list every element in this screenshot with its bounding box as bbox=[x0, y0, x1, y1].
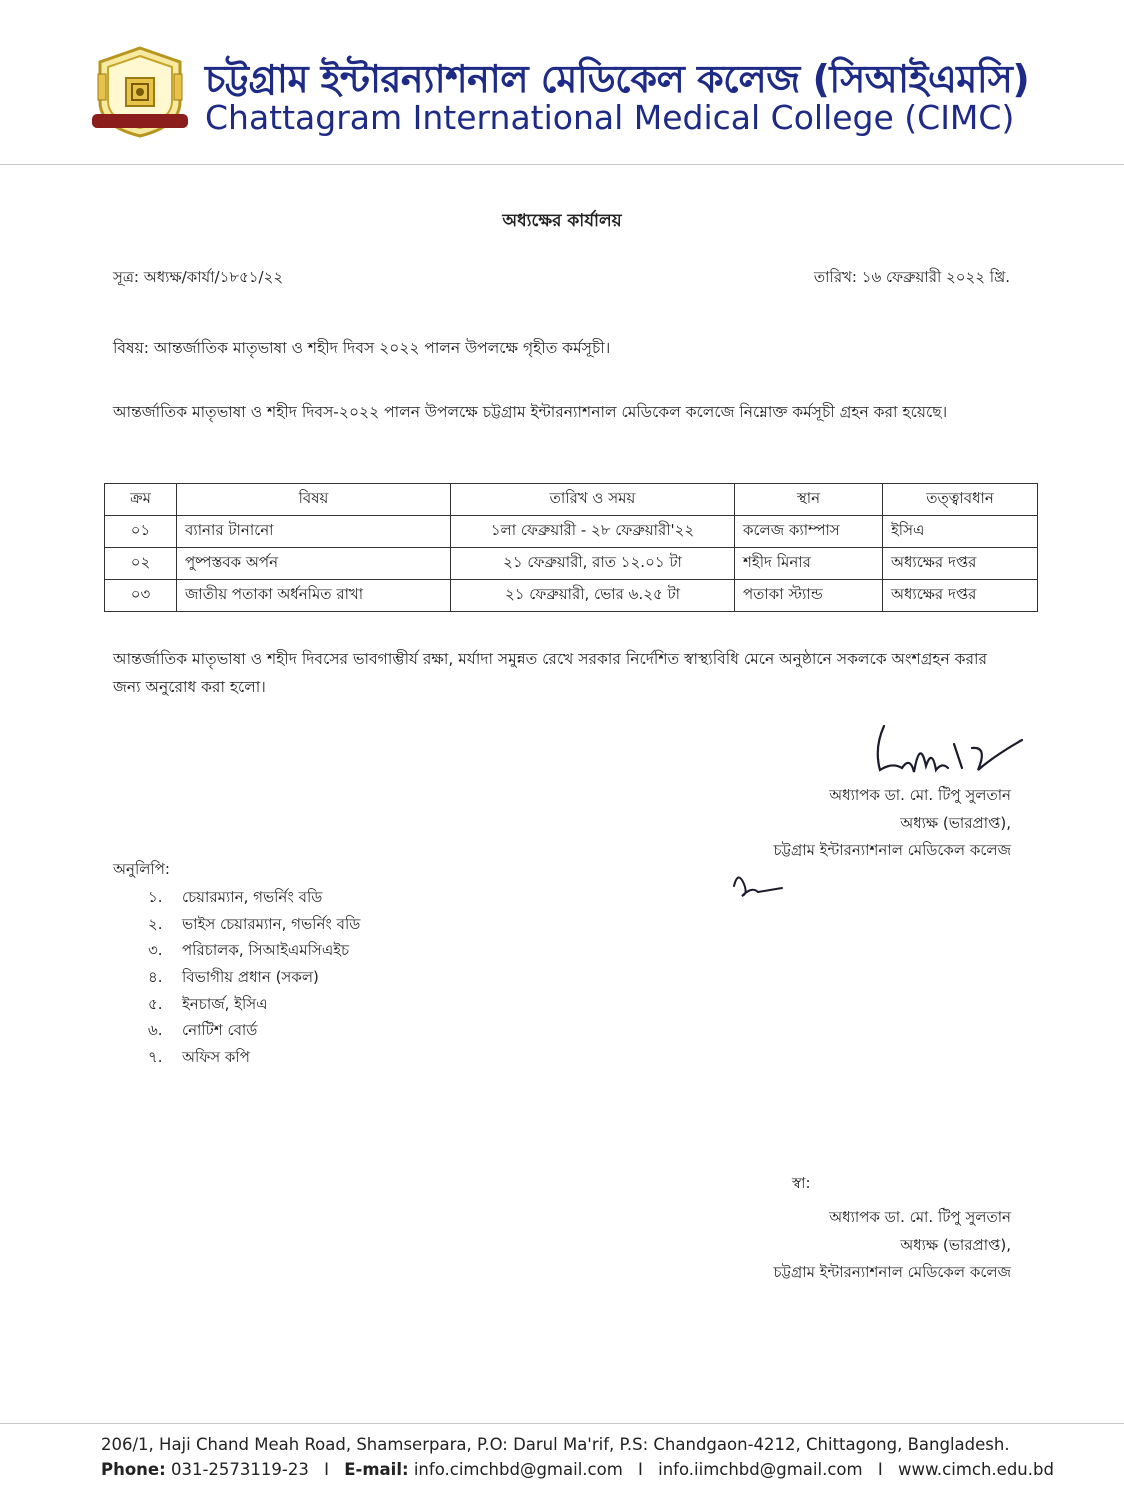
list-item bbox=[148, 913, 360, 940]
college-crest-icon bbox=[88, 44, 192, 140]
signatory-name: অধ্যাপক ডা. মো. টিপু সুলতান bbox=[829, 786, 1011, 804]
phone-number: 031-2573119-23 bbox=[170, 1460, 309, 1479]
sd-name: অধ্যাপক ডা. মো. টিপু সুলতান bbox=[829, 1208, 1011, 1226]
table-row bbox=[105, 548, 1038, 580]
cell-venue: শহীদ মিনার bbox=[735, 548, 883, 580]
footer-divider bbox=[0, 1423, 1124, 1424]
list-item bbox=[148, 886, 360, 913]
table-row bbox=[105, 580, 1038, 612]
phone-label: Phone: bbox=[101, 1460, 166, 1479]
cc-item-text: পরিচালক, সিআইএমসিএইচ bbox=[182, 941, 350, 960]
col-topic: বিষয় bbox=[177, 484, 451, 516]
cc-item-number: ৬. bbox=[148, 1021, 163, 1040]
cc-item-text: নোটিশ বোর্ড bbox=[182, 1021, 258, 1040]
separator: I bbox=[324, 1460, 329, 1479]
cell-date-time: ১লা ফেব্রুয়ারী - ২৮ ফেব্রুয়ারী'২২ bbox=[451, 516, 735, 548]
memo-date: তারিখ: ১৬ ফেব্রুয়ারী ২০২২ খ্রি. bbox=[813, 268, 1010, 286]
cc-item-number: ১. bbox=[148, 888, 163, 906]
list-item bbox=[148, 1046, 360, 1073]
website-link[interactable]: www.cimch.edu.bd bbox=[897, 1460, 1054, 1479]
cc-item-text: ভাইস চেয়ারম্যান, গভর্নিং বডি bbox=[182, 914, 361, 933]
cell-serial: ০৩ bbox=[105, 580, 177, 612]
cell-serial: ০২ bbox=[105, 548, 177, 580]
cell-supervision: অধ্যক্ষের দপ্তর bbox=[883, 548, 1038, 580]
list-item bbox=[148, 966, 360, 993]
cell-serial: ০১ bbox=[105, 516, 177, 548]
college-title-english: Chattagram International Medical College (CIMC) bbox=[205, 98, 1015, 137]
cell-supervision: অধ্যক্ষের দপ্তর bbox=[883, 580, 1038, 612]
program-table bbox=[104, 483, 1038, 612]
separator: I bbox=[638, 1460, 643, 1479]
list-item bbox=[148, 1019, 360, 1046]
signatory-org: চট্টগ্রাম ইন্টারন্যাশনাল মেডিকেল কলেজ bbox=[773, 841, 1011, 859]
cc-item-text: ইনচার্জ, ইসিএ bbox=[182, 994, 268, 1013]
email-label: E-mail: bbox=[344, 1460, 409, 1479]
list-item bbox=[148, 939, 360, 966]
cell-supervision: ইসিএ bbox=[883, 516, 1038, 548]
list-item bbox=[148, 993, 360, 1020]
cc-item-number: ৪. bbox=[148, 968, 163, 987]
cell-venue: পতাকা স্ট্যান্ড bbox=[735, 580, 883, 612]
cc-item-text: অফিস কপি bbox=[182, 1048, 250, 1067]
cell-date-time: ২১ ফেব্রুয়ারী, রাত ১২.০১ টা bbox=[451, 548, 735, 580]
intro-paragraph: আন্তর্জাতিক মাতৃভাষা ও শহীদ দিবস-২০২২ পালন উপলক্ষে চট্টগ্রাম ইন্টারন্যাশনাল মেডিকেল কলেজে নিম্নোক্ত কর্মসূচী গ্রহন করা হয়েছে। bbox=[113, 403, 948, 421]
closing-paragraph: আন্তর্জাতিক মাতৃভাষা ও শহীদ দিবসের ভাবগাম্ভীর্য রক্ষা, মর্যাদা সমুন্নত রেখে সরকার নির্দেশিত স্বাস্থ্যবিধি মেনে অনুষ্ঠানে সকলকে অংশগ্রহন করার জন্য অনুরোধ করা হলো। bbox=[113, 650, 988, 696]
footer-address: 206/1, Haji Chand Meah Road, Shamserpara, P.O: Darul Ma'rif, P.S: Chandgaon-4212, Chittagong, Bangladesh. bbox=[101, 1435, 1010, 1454]
cell-topic: পুষ্পস্তবক অর্পন bbox=[177, 548, 451, 580]
email-link-2[interactable]: info.iimchbd@gmail.com bbox=[658, 1460, 863, 1479]
college-title-bangla: চট্টগ্রাম ইন্টারন্যাশনাল মেডিকেল কলেজ (সিআইএমসি) bbox=[205, 57, 1030, 101]
cc-label: অনুলিপি: bbox=[113, 860, 170, 878]
footer-contact bbox=[101, 1460, 1054, 1479]
memo-number: সূত্র: অধ্যক্ষ/কার্যা/১৮৫১/২২ bbox=[113, 268, 284, 286]
cc-item-number: ৫. bbox=[148, 994, 163, 1013]
cc-item-text: চেয়ারম্যান, গভর্নিং বডি bbox=[182, 888, 323, 906]
cc-item-number: ৩. bbox=[148, 941, 163, 960]
col-supervision: তত্ত্বাবধান bbox=[883, 484, 1038, 516]
col-venue: স্থান bbox=[735, 484, 883, 516]
subject-line: বিষয়: আন্তর্জাতিক মাতৃভাষা ও শহীদ দিবস ২০২২ পালন উপলক্ষে গৃহীত কর্মসূচী। bbox=[113, 339, 611, 357]
cell-topic: জাতীয় পতাকা অর্ধনমিত রাখা bbox=[177, 580, 451, 612]
cc-item-text: বিভাগীয় প্রধান (সকল) bbox=[182, 968, 319, 987]
email-link-1[interactable]: info.cimchbd@gmail.com bbox=[413, 1460, 623, 1479]
cell-date-time: ২১ ফেব্রুয়ারী, ভোর ৬.২৫ টা bbox=[451, 580, 735, 612]
col-serial: ক্রম bbox=[105, 484, 177, 516]
signed-mark: স্বা: bbox=[792, 1174, 811, 1192]
handwritten-signature bbox=[862, 718, 1027, 788]
table-row bbox=[105, 516, 1038, 548]
cc-list bbox=[148, 886, 360, 1073]
col-date-time: তারিখ ও সময় bbox=[451, 484, 735, 516]
table-header-row bbox=[105, 484, 1038, 516]
cell-topic: ব্যানার টানানো bbox=[177, 516, 451, 548]
cc-item-number: ২. bbox=[148, 914, 163, 933]
cc-item-number: ৭. bbox=[148, 1048, 163, 1067]
signatory-role: অধ্যক্ষ (ভারপ্রাপ্ত), bbox=[900, 814, 1011, 832]
sd-org: চট্টগ্রাম ইন্টারন্যাশনাল মেডিকেল কলেজ bbox=[773, 1263, 1011, 1281]
separator: I bbox=[877, 1460, 883, 1479]
cell-venue: কলেজ ক্যাম্পাস bbox=[735, 516, 883, 548]
sd-role: অধ্যক্ষ (ভারপ্রাপ্ত), bbox=[900, 1236, 1011, 1254]
handwritten-initials bbox=[728, 866, 788, 902]
office-heading: অধ্যক্ষের কার্যালয় bbox=[502, 211, 622, 231]
header-divider bbox=[0, 164, 1124, 165]
